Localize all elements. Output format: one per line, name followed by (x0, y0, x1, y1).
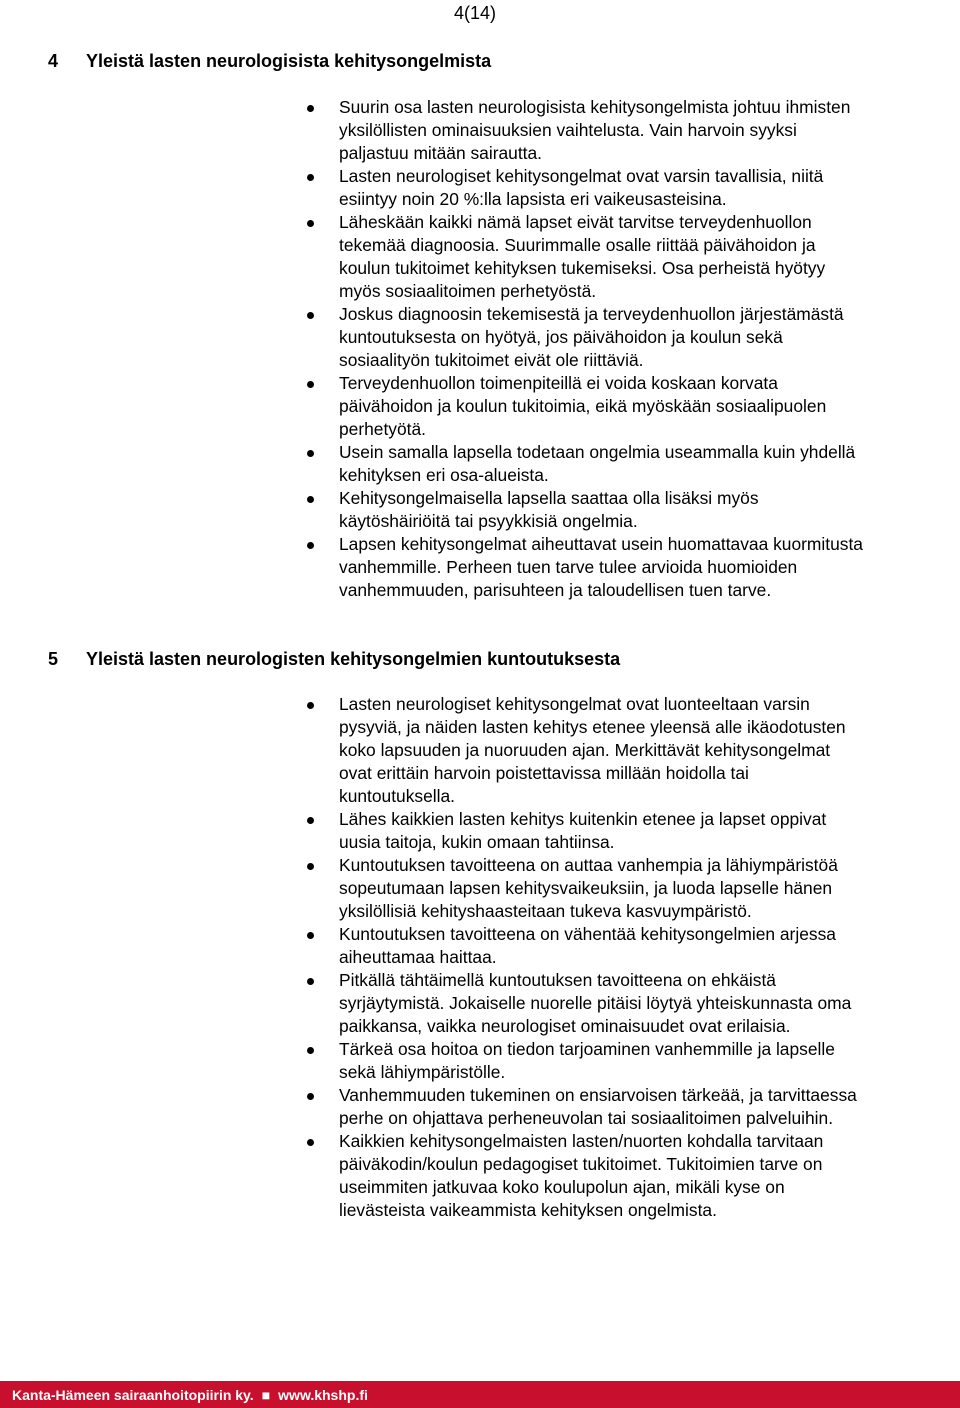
list-item: Läheskään kaikki nämä lapset eivät tarvitse terveydenhuollon tekemää diagnoosia. Suurimmalle osalle riittää päivähoidon ja koulun tukitoimet kehityksen tukemiseksi. Osa perheistä hyötyy myös sosiaalitoimen perhetyöstä. (306, 211, 866, 303)
list-item: Lasten neurologiset kehitysongelmat ovat luonteeltaan varsin pysyviä, ja näiden lasten kehitys etenee yleensä alle ikäodotusten koko lapsuuden ja nuoruuden ajan. Merkittävät kehitysongelmat ovat erittäin harvoin poistettavissa millään hoidolla tai kuntoutuksella. (306, 693, 866, 808)
section-heading (48, 648, 928, 670)
footer-separator-icon: ■ (261, 1386, 271, 1403)
list-item: Lapsen kehitysongelmat aiheuttavat usein huomattavaa kuormitusta vanhemmille. Perheen tuen tarve tulee arvioida huomioiden vanhemmuuden, parisuhteen ja taloudellisen tuen tarve. (306, 533, 866, 602)
list-item: Vanhemmuuden tukeminen on ensiarvoisen tärkeää, ja tarvittaessa perhe on ohjattava perheneuvolan tai sosiaalitoimen palveluihin. (306, 1084, 866, 1130)
bullet-list (306, 96, 866, 602)
list-item: Kaikkien kehitysongelmaisten lasten/nuorten kohdalla tarvitaan päiväkodin/koulun pedagogiset tukitoimet. Tukitoimien tarve on useimmiten jatkuvaa koko koulupolun ajan, mikäli kyse on lievästeista vaikeammista kehityksen ongelmista. (306, 1130, 866, 1222)
list-item: Kehitysongelmaisella lapsella saattaa olla lisäksi myös käytöshäiriöitä tai psyykkisiä ongelmia. (306, 487, 866, 533)
list-item: Kuntoutuksen tavoitteena on vähentää kehitysongelmien arjessa aiheuttamaa haittaa. (306, 923, 866, 969)
section-rehabilitation (48, 648, 928, 1220)
section-title: Yleistä lasten neurologisten kehitysongelmien kuntoutuksesta (86, 649, 621, 669)
list-item: Lähes kaikkien lasten kehitys kuitenkin etenee ja lapset oppivat uusia taitoja, kukin omaan tahtiinsa. (306, 808, 866, 854)
list-item: Kuntoutuksen tavoitteena on auttaa vanhempia ja lähiympäristöä sopeutumaan lapsen kehitysvaikeuksiin, ja luoda lapselle hänen yksilöllisiä kehityshaasteitaan tukeva kasvuympäristö. (306, 854, 866, 923)
section-title: Yleistä lasten neurologisista kehitysongelmista (86, 51, 492, 71)
section-number: 5 (48, 649, 59, 669)
list-item: Lasten neurologiset kehitysongelmat ovat varsin tavallisia, niitä esiintyy noin 20 %:lla lapsista eri vaikeusasteisina. (306, 165, 866, 211)
section-heading (48, 50, 928, 72)
list-item: Terveydenhuollon toimenpiteillä ei voida koskaan korvata päivähoidon ja koulun tukitoimia, eikä myöskään sosiaalipuolen perhetyötä. (306, 372, 866, 441)
list-item: Tärkeä osa hoitoa on tiedon tarjoaminen vanhemmille ja lapselle sekä lähiympäristölle. (306, 1038, 866, 1084)
list-item: Pitkällä tähtäimellä kuntoutuksen tavoitteena on ehkäistä syrjäytymistä. Jokaiselle nuorelle pitäisi löytyä yhteiskunnasta oma paikkansa, vaikka neurologiset ominaisuudet ovat erilaisia. (306, 969, 866, 1038)
list-item: Suurin osa lasten neurologisista kehitysongelmista johtuu ihmisten yksilöllisten ominaisuuksien vaihtelusta. Vain harvoin syyksi paljastuu mitään sairautta. (306, 96, 866, 165)
bullet-list (306, 693, 866, 1222)
page-number: 4(14) (454, 3, 497, 23)
section-number: 4 (48, 51, 59, 71)
footer-organization: Kanta-Hämeen sairaanhoitopiirin ky. (12, 1386, 254, 1403)
footer-bar (0, 1381, 960, 1408)
section-general-neurological-problems (48, 50, 928, 600)
list-item: Joskus diagnoosin tekemisestä ja terveydenhuollon järjestämästä kuntoutuksesta on hyötyä, jos päivähoidon ja koulun sekä sosiaalityön tukitoimet eivät ole riittäviä. (306, 303, 866, 372)
footer-website: www.khshp.fi (278, 1386, 368, 1403)
list-item: Usein samalla lapsella todetaan ongelmia useammalla kuin yhdellä kehityksen eri osa-alueista. (306, 441, 866, 487)
